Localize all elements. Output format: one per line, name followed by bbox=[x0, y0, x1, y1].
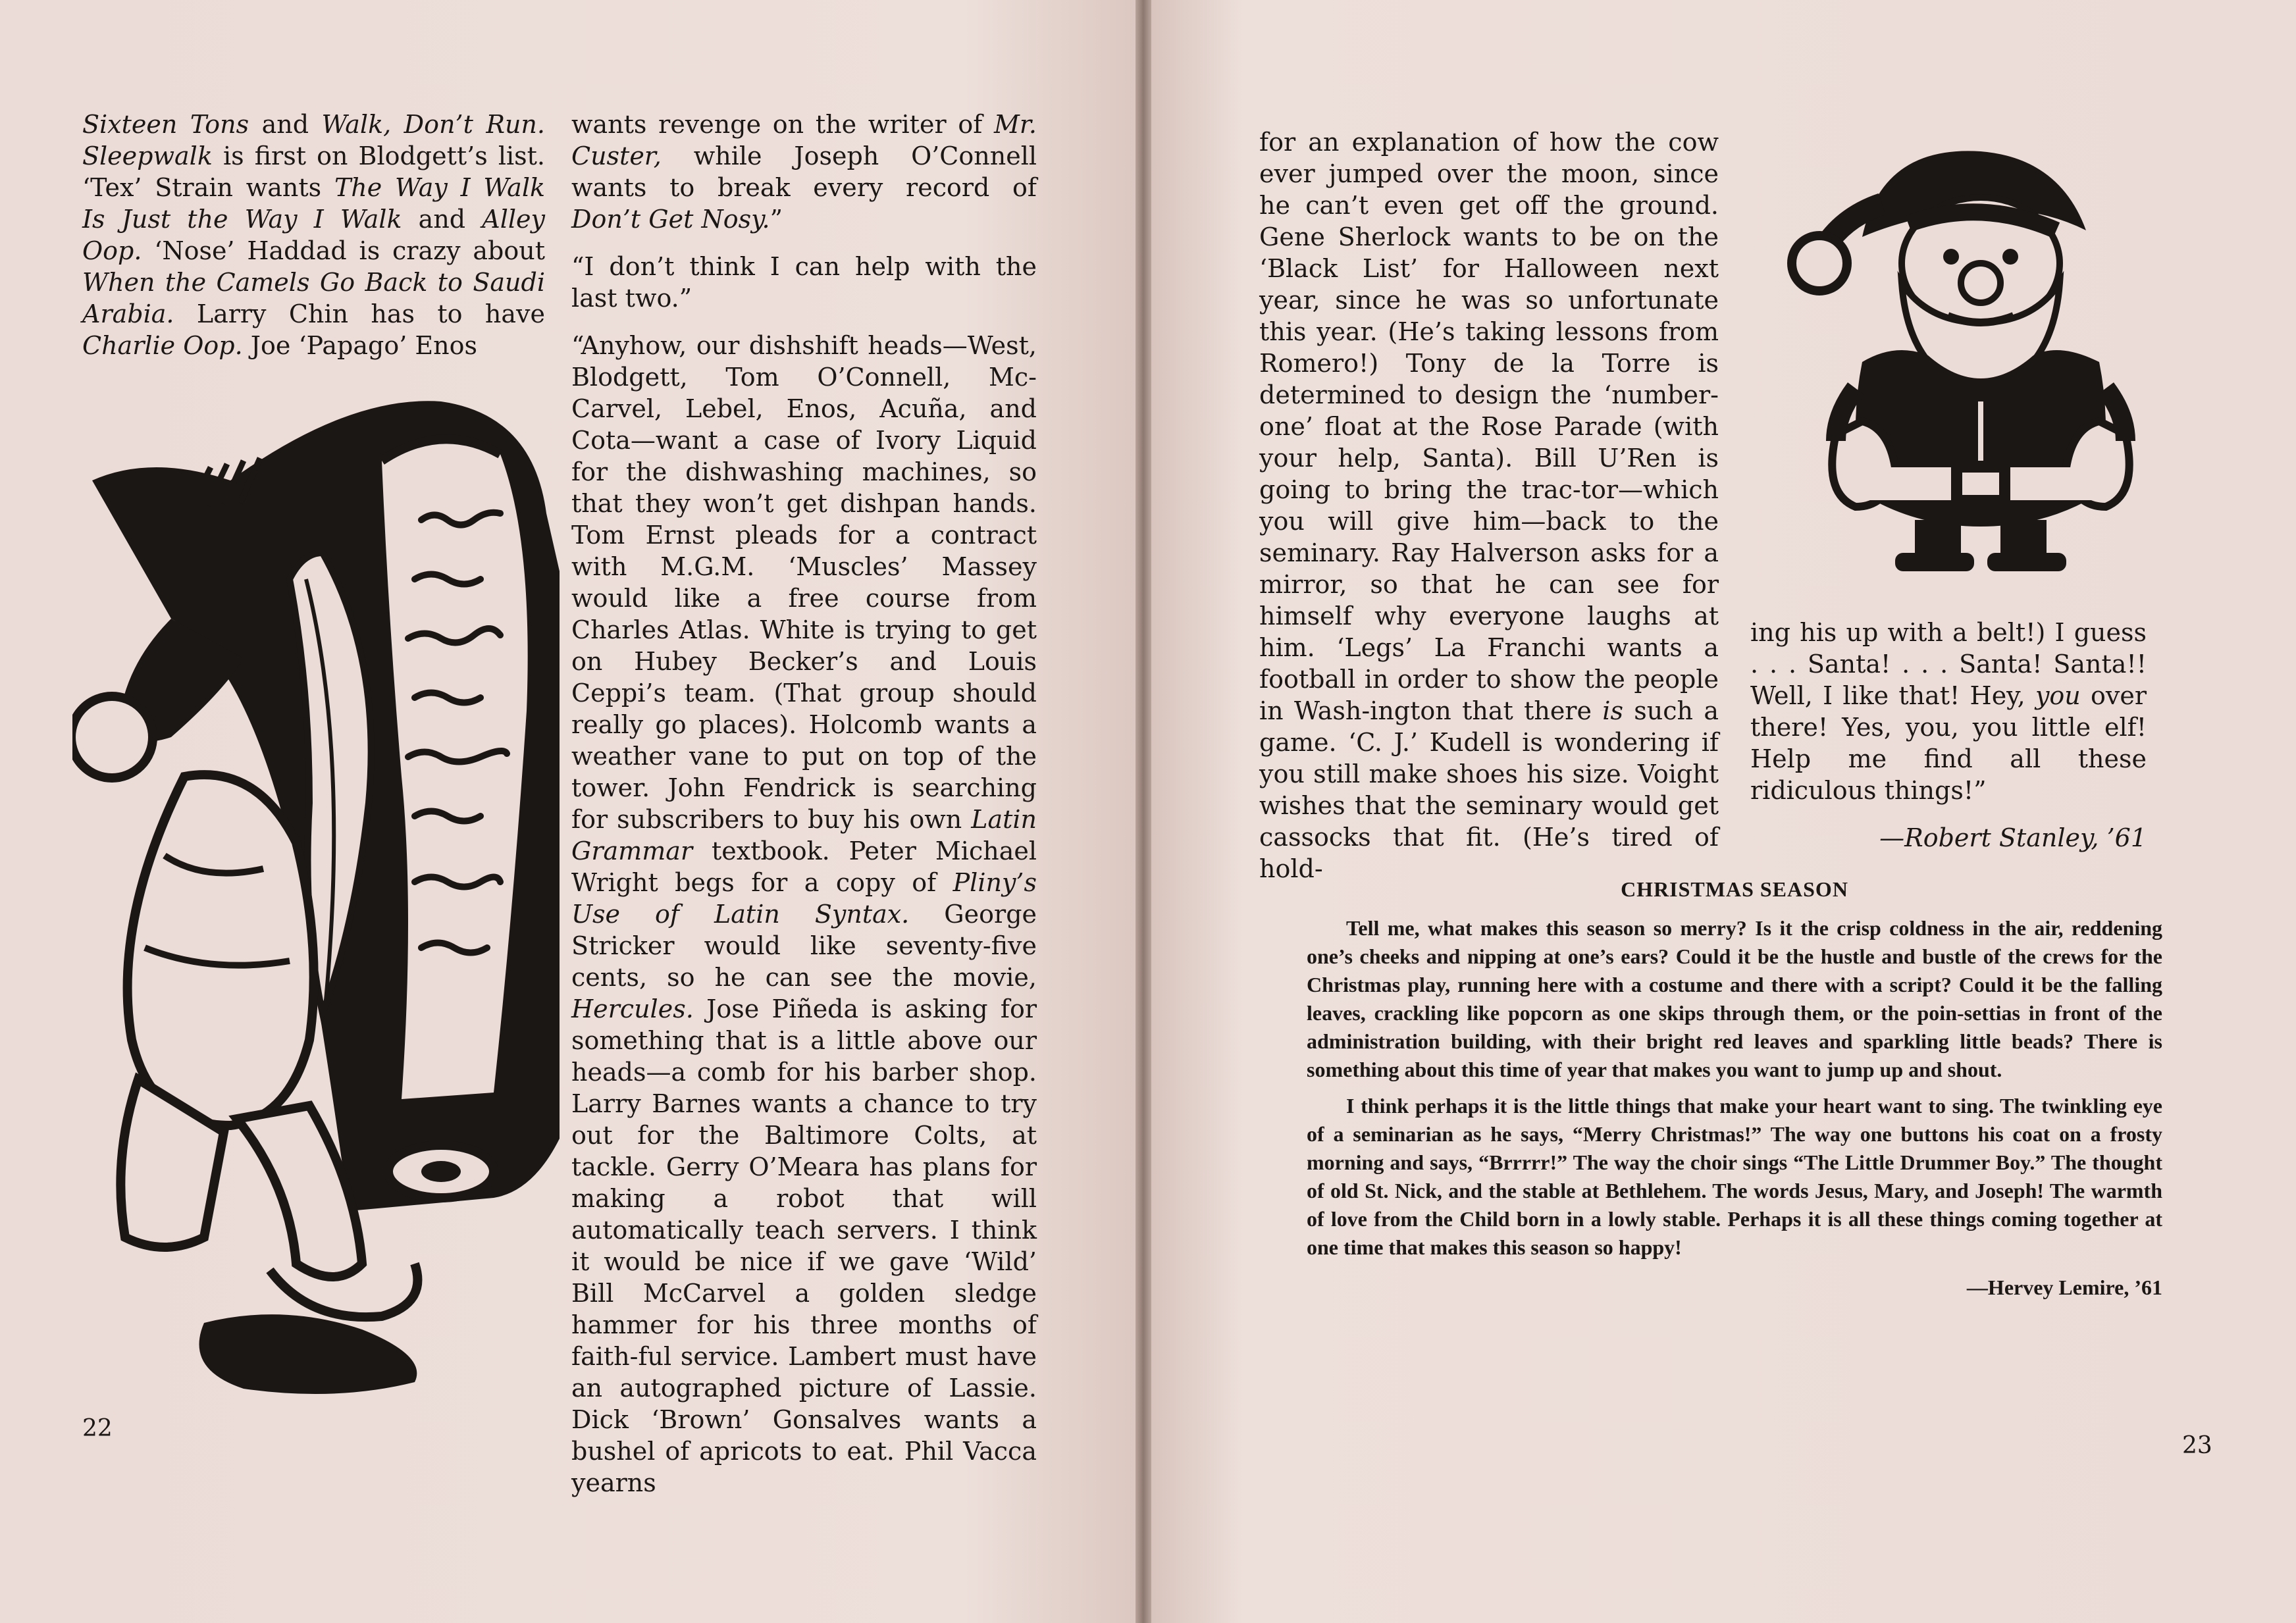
essay-paragraph-2: I think perhaps it is the little things that make your heart want to sing. The twinkling eye of a seminarian as he says, “Merry Christmas!” The way one buttons his coat on a frosty morning and says, “Brrrrr!” The way the choir sings “The Little Drummer Boy.” The thought of old St. Nick, and the stable at Bethlehem. The words Jesus, Mary, and Joseph! The warmth of love from the Child born in a lowly stable. Perhaps it is all these things coming together at one time that makes this season so happy! bbox=[1307, 1094, 2162, 1259]
page-number-left: 22 bbox=[82, 1415, 113, 1442]
book-gutter bbox=[1135, 0, 1151, 1623]
santa-claus-illustration bbox=[1783, 125, 2152, 573]
right-column-b bbox=[1750, 617, 2147, 854]
elf-with-scroll-illustration bbox=[72, 382, 560, 1408]
left-column-b-p3: “Anyhow, our dishshift heads—West, Blodgett, Tom O’Connell, Mc-Carvel, Lebel, Enos, Acuña, and Cota—want a case of Ivory Liquid for the dishwashing machines, so that they won’t get dishpan hands. Tom Ernst pleads for a contract with M.G.M. ‘Muscles’ Massey would like a free course from Charles Atlas. White is trying to get on Hubey Becker’s and Louis Ceppi’s team. (That group should really go places). Holcomb wants a weather vane to put on top of the tower. John Fendrick is searching for subscribers to buy his own Latin Grammar textbook. Peter Michael Wright begs for a copy of Pliny’s Use of Latin Syntax. George Stricker would like seventy-five cents, so he can see the movie, Hercules. Jose Piñeda is asking for something that is a little above our heads—a comb for his barber shop. Larry Barnes wants a chance to try out for the Baltimore Colts, at tackle. Gerry O’Meara has plans for making a robot that will automatically teach servers. I think it would be nice if we gave ‘Wild’ Bill McCarvel a golden sledge hammer for his three months of faith-ful service. Lambert must have an autographed picture of Lassie. Dick ‘Brown’ Gonsalves wants a bushel of apricots to eat. Phil Vacca yearns bbox=[571, 331, 1037, 1497]
left-column-b-p1: wants revenge on the writer of Mr. Custer, while Joseph O’Connell wants to break every record of Don’t Get Nosy.” bbox=[571, 110, 1037, 234]
left-column-b bbox=[571, 109, 1037, 1499]
left-column-a-text: Sixteen Tons and Walk, Don’t Run. Sleepwalk is first on Blodgett’s list. ‘Tex’ Strain wants The Way I Walk Is Just the Way I Walk and Alley Oop. ‘Nose’ Haddad is crazy about When the Camels Go Back to Saudi Arabia. Larry Chin has to have Charlie Oop. Joe ‘Papago’ Enos bbox=[82, 110, 545, 360]
signature-robert-stanley: —Robert Stanley, ’61 bbox=[1879, 823, 2147, 852]
left-column-a bbox=[82, 109, 545, 361]
signature-hervey-lemire: —Hervey Lemire, ’61 bbox=[1966, 1275, 2162, 1299]
right-column-b-text: ing his up with a belt!) I guess . . . Santa! . . . Santa! Santa!! Well, I like that! Hey, you over there! Yes, you, you little elf! Help me find all these ridiculous things!” bbox=[1750, 618, 2147, 805]
right-column-a-text: for an explanation of how the cow ever jumped over the moon, since he can’t even get off the ground. Gene Sherlock wants to be on the ‘Black List’ for Halloween next year, since he was so unfortunate this year. (He’s taking lessons from Romero!) Tony de la Torre is determined to design the ‘number-one’ float at the Rose Parade (with your help, Santa). Bill U’Ren is going to bring the trac-tor—which you will give him—back to the seminary. Ray Halverson asks for a mirror, so that he can see for himself why everyone laughs at him. ‘Legs’ La Franchi wants a football in order to show the people in Wash-ington that there is such a game. ‘C. J.’ Kudell is wondering if you still make shoes his size. Voight wishes that the seminary would get cassocks that fit. (He’s tired of hold- bbox=[1259, 128, 1719, 883]
essay-title: CHRISTMAS SEASON bbox=[1621, 877, 1848, 901]
left-column-b-p2: “I don’t think I can help with the last two.” bbox=[571, 252, 1037, 313]
right-page bbox=[1151, 0, 2296, 1623]
left-page bbox=[0, 0, 1135, 1623]
christmas-season-essay bbox=[1307, 875, 2162, 1302]
essay-paragraph-1: Tell me, what makes this season so merry? Is it the crisp coldness in the air, reddening one’s cheeks and nipping at one’s ears? Could it be the hustle and bustle of the crews for the Christmas play, running here with a costume and there with a script? Could it be the falling leaves, crackling like popcorn as one skips through them, or the poin-settias in front of the administration building, with their bright red leaves and sparkling little beads? There is something about this time of year that makes you want to jump up and shout. bbox=[1307, 916, 2162, 1081]
right-column-a bbox=[1259, 126, 1719, 885]
page-number-right: 23 bbox=[2182, 1432, 2212, 1459]
